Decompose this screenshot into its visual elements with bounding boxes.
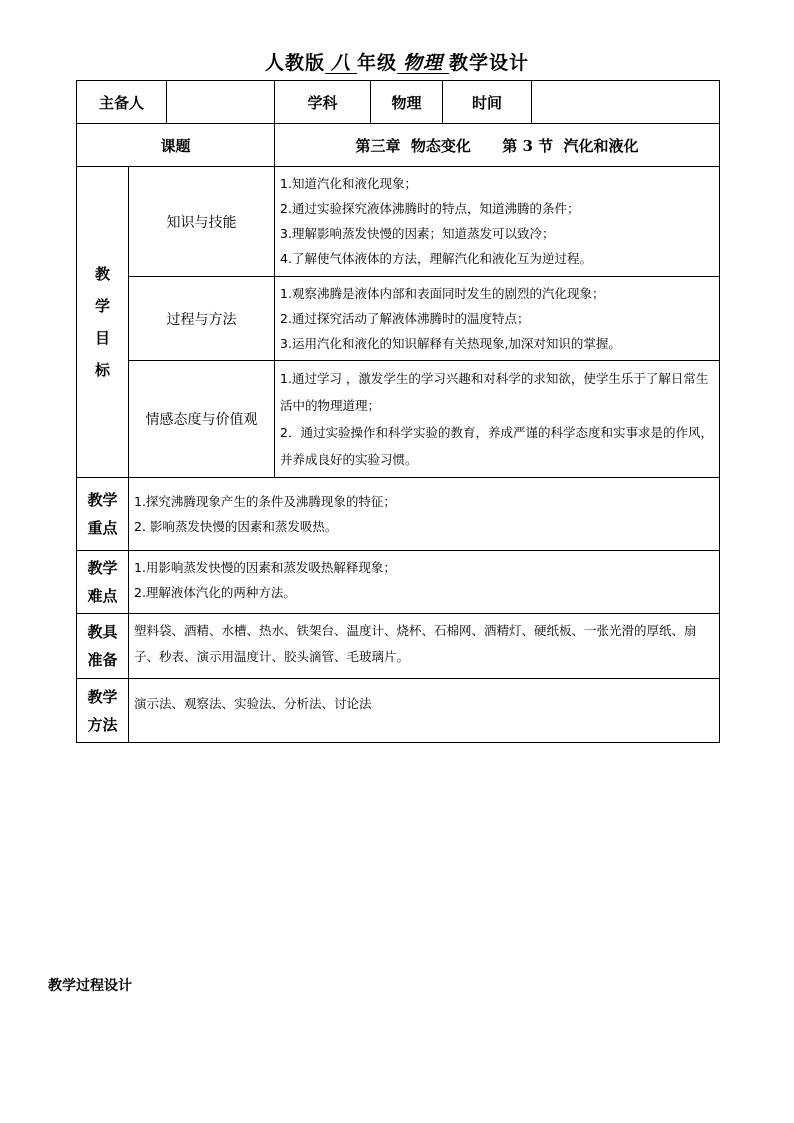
objectives-label: [77, 167, 129, 478]
materials-label-line: 教具: [87, 623, 118, 641]
topic-row: [77, 124, 720, 167]
list-item: 2.通过实验探究液体沸腾时的特点，知道沸腾的条件；: [280, 201, 580, 216]
list-item: 2.通过探究活动了解液体沸腾时的温度特点；: [280, 311, 530, 326]
key-points-row: [77, 478, 720, 551]
lesson-plan-table: [76, 80, 720, 743]
list-item: 4.了解使气体液体的方法，理解汽化和液化互为逆过程。: [280, 251, 592, 266]
objective-knowledge-content: [275, 167, 720, 277]
title-mid: 年级: [356, 52, 397, 74]
title-suffix: 教学设计: [449, 52, 530, 74]
objectives-label-char: 教: [94, 265, 110, 283]
title-grade-blank: 八: [325, 53, 357, 74]
difficulties-label-line: 教学: [87, 559, 118, 577]
objective-emotion-label: 情感态度与价值观: [129, 361, 275, 478]
subject-value: 物理: [371, 81, 443, 124]
objective-row-process: [77, 277, 720, 361]
topic-label: 课题: [77, 124, 275, 167]
time-value: [532, 81, 720, 124]
list-item: 2.理解液体汽化的两种方法。: [134, 585, 296, 600]
list-item: 1.用影响蒸发快慢的因素和蒸发吸热解释现象；: [134, 560, 396, 575]
materials-row: [77, 614, 720, 679]
list-item: 1.知道汽化和液化现象；: [280, 176, 417, 191]
title-subject-blank: 物理: [397, 53, 449, 74]
methods-row: [77, 679, 720, 743]
objectives-label-char: 学: [94, 297, 110, 315]
time-label: 时间: [443, 81, 532, 124]
list-item: 1.探究沸腾现象产生的条件及沸腾现象的特征；: [134, 494, 396, 509]
lead-label: 主备人: [77, 81, 167, 124]
key-points-label-line: 重点: [87, 519, 118, 537]
subject-label: 学科: [275, 81, 371, 124]
objectives-label-char: 目: [94, 329, 110, 347]
process-design-heading: 教学过程设计: [48, 978, 132, 994]
objective-row-emotion: [77, 361, 720, 478]
objectives-label-char: 标: [94, 361, 110, 379]
materials-label: [77, 614, 129, 679]
methods-label-line: 方法: [87, 715, 118, 734]
methods-label: [77, 679, 129, 743]
objective-process-label: 过程与方法: [129, 277, 275, 361]
materials-label-line: 准备: [87, 651, 118, 669]
list-item: 3.运用汽化和液化的知识解释有关热现象,加深对知识的掌握。: [280, 336, 621, 351]
objective-row-knowledge: [77, 167, 720, 277]
difficulties-label: [77, 551, 129, 614]
objective-process-content: [275, 277, 720, 361]
topic-value: 第三章 物态变化 第 3 节 汽化和液化: [275, 124, 720, 167]
header-row: [77, 81, 720, 124]
title-prefix: 人教版: [264, 52, 325, 74]
materials-content: 塑料袋、酒精、水槽、热水、铁架台、温度计、烧杯、石棉网、酒精灯、硬纸板、一张光滑的厚纸、扇子、秒表、演示用温度计、胶头滴管、毛玻璃片。: [129, 614, 720, 679]
key-points-label: [77, 478, 129, 551]
list-item: 1.通过学习 ，激发学生的学习兴趣和对科学的求知欲，使学生乐于了解日常生活中的物理道理；: [280, 371, 709, 413]
objective-knowledge-label: 知识与技能: [129, 167, 275, 277]
list-item: 2．通过实验操作和科学实验的教育，养成严谨的科学态度和实事求是的作风，并养成良好的实验习惯。: [280, 425, 713, 467]
key-points-content: [129, 478, 720, 551]
document-title: [0, 48, 794, 75]
key-points-label-line: 教学: [87, 491, 118, 509]
methods-label-line: 教学: [87, 687, 118, 706]
list-item: 3.理解影响蒸发快慢的因素；知道蒸发可以致冷；: [280, 226, 555, 241]
methods-content: 演示法、观察法、实验法、分析法、讨论法: [129, 679, 720, 743]
list-item: 2. 影响蒸发快慢的因素和蒸发吸热。: [134, 519, 338, 534]
objective-emotion-content: [275, 361, 720, 478]
difficulties-row: [77, 551, 720, 614]
difficulties-content: [129, 551, 720, 614]
difficulties-label-line: 难点: [87, 587, 118, 605]
list-item: 1.观察沸腾是液体内部和表面同时发生的剧烈的汽化现象；: [280, 286, 605, 301]
lead-value: [167, 81, 275, 124]
